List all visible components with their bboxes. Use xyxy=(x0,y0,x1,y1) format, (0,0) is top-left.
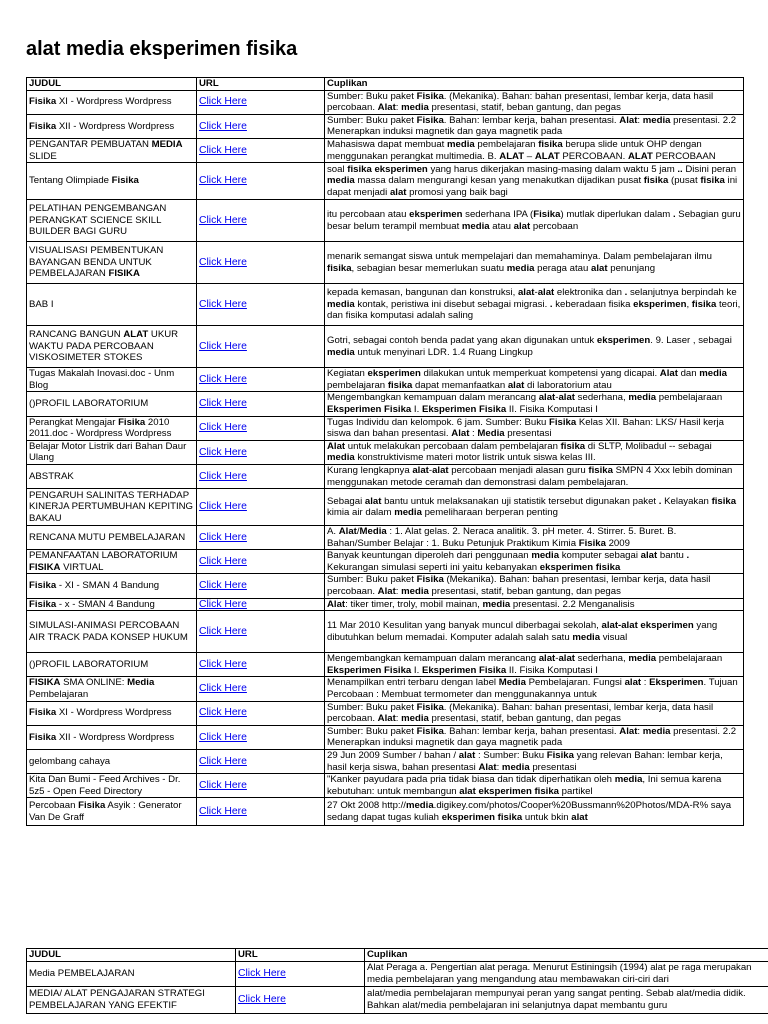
row-title: VISUALISASI PEMBENTUKAN BAYANGAN BENDA UNTUK PEMBELAJARAN FISIKA xyxy=(27,242,197,284)
row-url xyxy=(197,242,325,284)
row-title: PENGARUH SALINITAS TERHADAP KINERJA PERTUMBUHAN KEPITING BAKAU xyxy=(27,489,197,526)
row-url xyxy=(197,464,325,488)
row-title: RENCANA MUTU PEMBELAJARAN xyxy=(27,526,197,550)
row-title: Media PEMBELAJARAN xyxy=(27,962,236,987)
row-url xyxy=(197,416,325,440)
table-row xyxy=(27,750,744,774)
row-url xyxy=(197,326,325,368)
row-snippet: 11 Mar 2010 Kesulitan yang banyak muncul diberbagai sekolah, alat-alat eksperimen yang dibutuhkan belum memadai. Komputer adalah salah satu media visual xyxy=(325,611,744,653)
row-title: ABSTRAK xyxy=(27,464,197,488)
row-url xyxy=(197,284,325,326)
row-title: Fisika - x - SMAN 4 Bandung xyxy=(27,598,197,611)
click-here-link[interactable]: Click Here xyxy=(199,531,247,543)
row-title: PENGANTAR PEMBUATAN MEDIA SLIDE xyxy=(27,138,197,162)
click-here-link[interactable]: Click Here xyxy=(199,298,247,310)
table-row xyxy=(27,242,744,284)
row-url xyxy=(197,677,325,701)
row-url xyxy=(236,962,365,987)
row-url xyxy=(236,987,365,1014)
table-row xyxy=(27,677,744,701)
click-here-link[interactable]: Click Here xyxy=(199,501,247,513)
click-here-link[interactable]: Click Here xyxy=(238,994,286,1006)
row-url xyxy=(197,114,325,138)
row-snippet: 29 Jun 2009 Sumber / bahan / alat : Sumber: Buku Fisika yang relevan Bahan: lembar kerja, hasil kerja siswa, bahan presentasi Alat: media presentasi xyxy=(325,750,744,774)
row-snippet: Mahasiswa dapat membuat media pembelajaran fisika berupa slide untuk OHP dengan menggunakan perangkat multimedia. B. ALAT – ALAT PERCOBAAN. ALAT PERCOBAAN xyxy=(325,138,744,162)
row-snippet: "Kanker payudara pada pria tidak biasa dan tidak diperhatikan oleh media, Ini semua karena kebutuhan: untuk membangun alat eksperimen fisika partikel xyxy=(325,774,744,798)
row-url xyxy=(197,701,325,725)
click-here-link[interactable]: Click Here xyxy=(199,120,247,132)
click-here-link[interactable]: Click Here xyxy=(199,598,247,610)
table-row xyxy=(27,725,744,749)
table-row xyxy=(27,200,744,242)
table-row xyxy=(27,416,744,440)
row-snippet: Sumber: Buku paket Fisika (Mekanika). Bahan: bahan presentasi, lembar kerja, data hasil percobaan. Alat: media presentasi, statif, beban gantung, dan pegas xyxy=(325,574,744,598)
row-title: Fisika XI - Wordpress Wordpress xyxy=(27,701,197,725)
row-snippet: Sumber: Buku paket Fisika. Bahan: lembar kerja, bahan presentasi. Alat: media presentasi. 2.2 Menerapkan induksi magnetik dan gaya magnetik pada xyxy=(325,725,744,749)
row-snippet: Tugas Individu dan kelompok. 6 jam. Sumber: Buku Fisika Kelas XII. Bahan: LKS/ Hasil kerja siswa dan bahan presentasi. Alat : Media presentasi xyxy=(325,416,744,440)
table-row xyxy=(27,326,744,368)
click-here-link[interactable]: Click Here xyxy=(199,340,247,352)
click-here-link[interactable]: Click Here xyxy=(199,144,247,156)
row-snippet: 27 Okt 2008 http://media.digikey.com/photos/Cooper%20Bussmann%20Photos/MDA-R% saya sedang dapat tugas kuliah eksperimen fisika untuk bkin alat xyxy=(325,798,744,826)
row-snippet: Mengembangkan kemampuan dalam merancang alat-alat sederhana, media pembelajaraan Eksperimen Fisika I. Eksperimen Fisika II. Fisika Komputasi I xyxy=(325,392,744,416)
header-cuplikan: Cuplikan xyxy=(325,78,744,91)
table-row xyxy=(27,90,744,114)
table-row xyxy=(27,489,744,526)
row-title: Fisika - XI - SMAN 4 Bandung xyxy=(27,574,197,598)
row-snippet: soal fisika eksperimen yang harus dikerjakan masing-masing dalam waktu 5 jam .. Disini peran media massa dalam mengurangi kesan yang menakutkan dijadikan pusat fisika (pusat fisika ini dapat menjadi alat promosi yang baik bagi xyxy=(325,163,744,200)
results-table-2 xyxy=(26,948,768,1014)
row-url xyxy=(197,489,325,526)
row-url xyxy=(197,392,325,416)
row-snippet: Mengembangkan kemampuan dalam merancang alat-alat sederhana, media pembelajaraan Eksperimen Fisika I. Eksperimen Fisika II. Fisika Komputasi I xyxy=(325,653,744,677)
row-url xyxy=(197,750,325,774)
click-here-link[interactable]: Click Here xyxy=(199,398,247,410)
click-here-link[interactable]: Click Here xyxy=(199,214,247,226)
page-title: alat media eksperimen fisika xyxy=(26,38,298,60)
row-url xyxy=(197,653,325,677)
table-row xyxy=(27,163,744,200)
row-url xyxy=(197,611,325,653)
row-url xyxy=(197,163,325,200)
row-url xyxy=(197,440,325,464)
row-snippet: menarik semangat siswa untuk mempelajari dan memahaminya. Dalam pembelajaran ilmu fisika, sebagian besar memerlukan suatu media peraga atau alat penunjang xyxy=(325,242,744,284)
row-url xyxy=(197,90,325,114)
row-title: PELATIHAN PENGEMBANGAN PERANGKAT SCIENCE SKILL BUILDER BAGI GURU xyxy=(27,200,197,242)
click-here-link[interactable]: Click Here xyxy=(199,659,247,671)
table-row xyxy=(27,392,744,416)
header-url: URL xyxy=(236,949,365,962)
row-title: MEDIA/ ALAT PENGAJARAN STRATEGI PEMBELAJARAN YANG EFEKTIF xyxy=(27,987,236,1014)
click-here-link[interactable]: Click Here xyxy=(199,625,247,637)
click-here-link[interactable]: Click Here xyxy=(199,470,247,482)
row-url xyxy=(197,774,325,798)
row-snippet: Banyak keuntungan diperoleh dari penggunaan media komputer sebagai alat bantu . Kekurangan simulasi seperti ini yaitu kebanyakan eksperimen fisika xyxy=(325,550,744,574)
table-row xyxy=(27,798,744,826)
table-row xyxy=(27,774,744,798)
row-title: Tentang Olimpiade Fisika xyxy=(27,163,197,200)
table-row xyxy=(27,611,744,653)
row-snippet: Alat: tiker timer, troly, mobil mainan, media presentasi. 2.2 Menganalisis xyxy=(325,598,744,611)
row-snippet: Sebagai alat bantu untuk melaksanakan uji statistik tersebut digunakan paket . Kelayakan fisika kimia air dalam media pemeliharaan berperan penting xyxy=(325,489,744,526)
click-here-link[interactable]: Click Here xyxy=(199,580,247,592)
table-row xyxy=(27,114,744,138)
click-here-link[interactable]: Click Here xyxy=(199,731,247,743)
click-here-link[interactable]: Click Here xyxy=(199,256,247,268)
row-url xyxy=(197,725,325,749)
table-row xyxy=(27,526,744,550)
click-here-link[interactable]: Click Here xyxy=(199,683,247,695)
row-url xyxy=(197,368,325,392)
row-snippet: Menampilkan entri terbaru dengan label Media Pembelajaran. Fungsi alat : Eksperimen. Tujuan Percobaan : Membuat termometer dan menggunakannya untuk xyxy=(325,677,744,701)
row-url xyxy=(197,598,325,611)
table-row xyxy=(27,701,744,725)
row-title: ()PROFIL LABORATORIUM xyxy=(27,653,197,677)
row-snippet: Alat Peraga a. Pengertian alat peraga. Menurut Estiningsih (1994) alat pe raga merupakan media pembelajaran yang mengandung atau membawakan ciri-ciri dari xyxy=(365,962,768,987)
table-row xyxy=(27,962,768,987)
header-judul: JUDUL xyxy=(27,949,236,962)
row-title: gelombang cahaya xyxy=(27,750,197,774)
row-title: Percobaan Fisika Asyik : Generator Van De Graff xyxy=(27,798,197,826)
row-title: Fisika XI - Wordpress Wordpress xyxy=(27,90,197,114)
click-here-link[interactable]: Click Here xyxy=(199,556,247,568)
results-table-1 xyxy=(26,77,744,826)
table-row xyxy=(27,598,744,611)
row-snippet: Sumber: Buku paket Fisika. (Mekanika). Bahan: bahan presentasi, lembar kerja, data hasil percobaan. Alat: media presentasi, statif, beban gantung, dan pegas xyxy=(325,701,744,725)
row-url xyxy=(197,138,325,162)
row-title: Tugas Makalah Inovasi.doc - Unm Blog xyxy=(27,368,197,392)
click-here-link[interactable]: Click Here xyxy=(199,446,247,458)
row-title: Fisika XII - Wordpress Wordpress xyxy=(27,114,197,138)
click-here-link[interactable]: Click Here xyxy=(199,422,247,434)
table-row xyxy=(27,464,744,488)
table-row xyxy=(27,653,744,677)
row-snippet: A. Alat/Media : 1. Alat gelas. 2. Neraca analitik. 3. pH meter. 4. Stirrer. 5. Buret. B. Bahan/Sumber Belajar : 1. Buku Petunjuk Praktikum Kimia Fisika 2009 xyxy=(325,526,744,550)
row-url xyxy=(197,200,325,242)
click-here-link[interactable]: Click Here xyxy=(199,779,247,791)
click-here-link[interactable]: Click Here xyxy=(199,707,247,719)
row-snippet: Kegiatan eksperimen dilakukan untuk memperkuat kompetensi yang dicapai. Alat dan media pembelajaran fisika dapat memanfaatkan alat di laboratorium atau xyxy=(325,368,744,392)
row-title: Perangkat Mengajar Fisika 2010 2011.doc - Wordpress Wordpress xyxy=(27,416,197,440)
row-url xyxy=(197,550,325,574)
row-url xyxy=(197,798,325,826)
click-here-link[interactable]: Click Here xyxy=(199,96,247,108)
table-row xyxy=(27,138,744,162)
row-title: Kita Dan Bumi - Feed Archives - Dr. 5z5 - Open Feed Directory xyxy=(27,774,197,798)
row-snippet: Sumber: Buku paket Fisika. Bahan: lembar kerja, bahan presentasi. Alat: media presentasi. 2.2 Menerapkan induksi magnetik dan gaya magnetik pada xyxy=(325,114,744,138)
row-title: RANCANG BANGUN ALAT UKUR WAKTU PADA PERCOBAAN VISKOSIMETER STOKES xyxy=(27,326,197,368)
header-cuplikan: Cuplikan xyxy=(365,949,768,962)
click-here-link[interactable]: Click Here xyxy=(238,968,286,980)
row-snippet: kepada kemasan, bangunan dan konstruksi, alat-alat elektronika dan . selanjutnya berpindah ke media kontak, peristiwa ini disebut sebagai migrasi. . keberadaan fisika eksperimen, fisika teori, dan fisika komputasi adalah saling xyxy=(325,284,744,326)
header-judul: JUDUL xyxy=(27,78,197,91)
row-title: Belajar Motor Listrik dari Bahan Daur Ulang xyxy=(27,440,197,464)
click-here-link[interactable]: Click Here xyxy=(199,806,247,818)
row-title: ()PROFIL LABORATORIUM xyxy=(27,392,197,416)
row-title: Fisika XII - Wordpress Wordpress xyxy=(27,725,197,749)
row-snippet: Kurang lengkapnya alat-alat percobaan menjadi alasan guru fisika SMPN 4 Xxx lebih dominan menggunakan metode ceramah dan demonstrasi dalam pembelajaran. xyxy=(325,464,744,488)
click-here-link[interactable]: Click Here xyxy=(199,175,247,187)
click-here-link[interactable]: Click Here xyxy=(199,755,247,767)
table-row xyxy=(27,574,744,598)
table-row xyxy=(27,440,744,464)
table-row xyxy=(27,284,744,326)
row-snippet: itu percobaan atau eksperimen sederhana IPA (Fisika) mutlak diperlukan dalam . Sebagian guru besar belum terampil membuat media atau alat percobaan xyxy=(325,200,744,242)
row-snippet: Alat untuk melakukan percobaan dalam pembelajaran fisika di SLTP, Molibadul -- sebagai media konstruktivisme materi motor listrik untuk siswa kelas III. xyxy=(325,440,744,464)
click-here-link[interactable]: Click Here xyxy=(199,373,247,385)
row-title: FISIKA SMA ONLINE: Media Pembelajaran xyxy=(27,677,197,701)
row-title: BAB I xyxy=(27,284,197,326)
row-snippet: Sumber: Buku paket Fisika. (Mekanika). Bahan: bahan presentasi, lembar kerja, data hasil percobaan. Alat: media presentasi, statif, beban gantung, dan pegas xyxy=(325,90,744,114)
table-row xyxy=(27,368,744,392)
row-snippet: alat/media pembelajaran mempunyai peran yang sangat penting. Sebab alat/media didik. Bahkan alat/media pembelajaran ini selanjutnya dapat membantu guru xyxy=(365,987,768,1014)
row-url xyxy=(197,526,325,550)
header-url: URL xyxy=(197,78,325,91)
row-title: PEMANFAATAN LABORATORIUM FISIKA VIRTUAL xyxy=(27,550,197,574)
table-row xyxy=(27,987,768,1014)
row-url xyxy=(197,574,325,598)
row-title: SIMULASI-ANIMASI PERCOBAAN AIR TRACK PADA KONSEP HUKUM xyxy=(27,611,197,653)
row-snippet: Gotri, sebagai contoh benda padat yang akan digunakan untuk eksperimen. 9. Laser , sebagai media untuk menyinari LDR. 1.4 Ruang Lingkup xyxy=(325,326,744,368)
table-row xyxy=(27,550,744,574)
